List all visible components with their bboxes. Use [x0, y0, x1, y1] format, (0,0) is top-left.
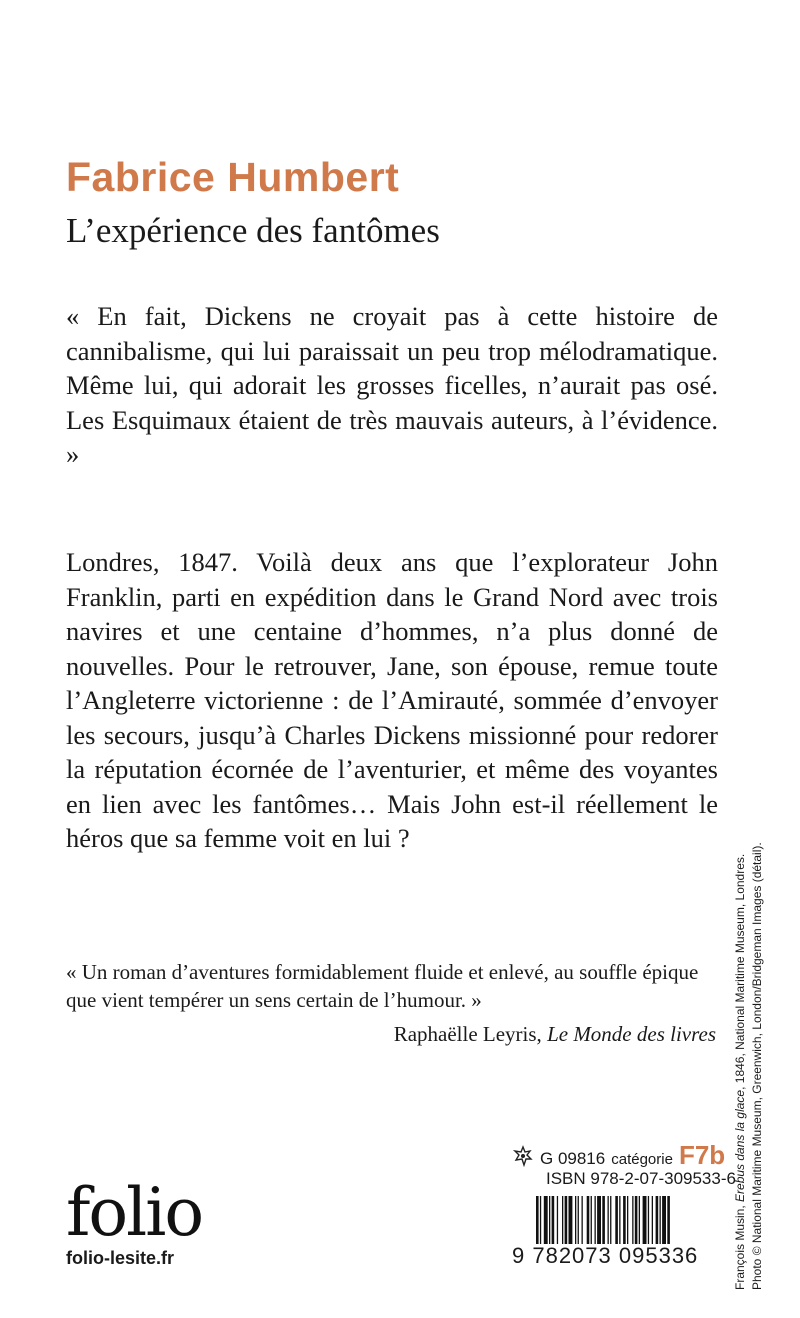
- book-summary: Londres, 1847. Voilà deux ans que l’explorateur John Franklin, parti en expédition dans le Grand Nord avec trois navires et une centaine d’hommes, n’a plus donné de nouvelles. Pour le retrouver, Jane, son épouse, remue toute l’Angleterre victorienne : de l’Amirauté, sommée d’envoyer les secours, jusqu’à Charles Dickens missionné pour redorer la réputation écornée de l’aventurier, et même des voyantes en lien avec les fantômes… Mais John est-il réellement le héros que sa femme voit en lui ?: [66, 547, 718, 853]
- barcode-bar: [660, 1196, 661, 1244]
- barcode-bar: [536, 1196, 539, 1244]
- barcode-bar: [639, 1196, 640, 1244]
- barcode-bar: [540, 1196, 541, 1244]
- book-title: L’expérience des fantômes: [66, 211, 440, 250]
- barcode-bar: [632, 1196, 633, 1244]
- seal-icon: [512, 1145, 534, 1167]
- barcode-bar: [544, 1196, 548, 1244]
- review-source: [394, 1020, 716, 1048]
- publisher-code: G 09816: [540, 1149, 606, 1168]
- barcode-bar: [595, 1196, 596, 1244]
- image-credit: [732, 730, 766, 1290]
- press-review: « Un roman d’aventures formidablement fluide et enlevé, au souffle épique que vient tempérer un sens certain de l’humour. »: [66, 960, 699, 1012]
- barcode-digits: 9 782073 095336: [512, 1243, 699, 1268]
- barcode-bar: [557, 1196, 558, 1244]
- barcode-bar: [562, 1196, 563, 1244]
- barcode-bar: [662, 1196, 666, 1244]
- barcode-bar: [569, 1196, 573, 1244]
- category-line: [512, 1140, 725, 1171]
- barcode-bar: [619, 1196, 620, 1244]
- isbn: ISBN 978-2-07-309533-6: [546, 1169, 736, 1188]
- category-label: catégorie: [611, 1151, 673, 1168]
- barcode-bar: [602, 1196, 605, 1244]
- barcode-bar: [656, 1196, 659, 1244]
- barcode-bar: [608, 1196, 609, 1244]
- barcode-bar: [578, 1196, 579, 1244]
- author-name: Fabrice Humbert: [66, 154, 400, 200]
- barcode-bar: [587, 1196, 590, 1244]
- publisher-website: folio-lesite.fr: [66, 1248, 175, 1268]
- barcode-bar: [627, 1196, 628, 1244]
- category-code: F7b: [678, 1140, 726, 1170]
- barcode-bar: [549, 1196, 550, 1244]
- barcode-bar: [565, 1196, 568, 1244]
- credit-line-2: Photo © National Maritime Museum, Greenwich, London/Bridgeman Images (détail).: [750, 842, 764, 1290]
- barcode-bar: [575, 1196, 576, 1244]
- barcode-bar: [652, 1196, 653, 1244]
- review-publication: Le Monde des livres: [547, 1022, 716, 1046]
- credit-line-1: François Musin, Erebus dans la glace, 1846, National Maritime Museum, Londres.: [733, 853, 747, 1290]
- barcode-bar: [591, 1196, 592, 1244]
- barcode-bar: [635, 1196, 638, 1244]
- barcode-bar: [615, 1196, 618, 1244]
- folio-logo: folio: [66, 1174, 203, 1251]
- barcode-bar: [582, 1196, 583, 1244]
- barcode: [536, 1196, 712, 1244]
- barcode-bar: [623, 1196, 626, 1244]
- barcode-bar: [648, 1196, 649, 1244]
- review-author: Raphaëlle Leyris,: [393, 1022, 548, 1046]
- barcode-bar: [643, 1196, 647, 1244]
- barcode-bar: [667, 1196, 670, 1244]
- barcode-bar: [610, 1196, 611, 1244]
- excerpt-quote: « En fait, Dickens ne croyait pas à cette histoire de cannibalisme, qui lui paraissait un peu trop mélodramatique. Même lui, qui adorait les grosses ficelles, n’aurait pas osé. Les Esquimaux étaient de très mauvais auteurs, à l’évidence. »: [66, 301, 718, 469]
- barcode-bar: [552, 1196, 555, 1244]
- barcode-bar: [597, 1196, 601, 1244]
